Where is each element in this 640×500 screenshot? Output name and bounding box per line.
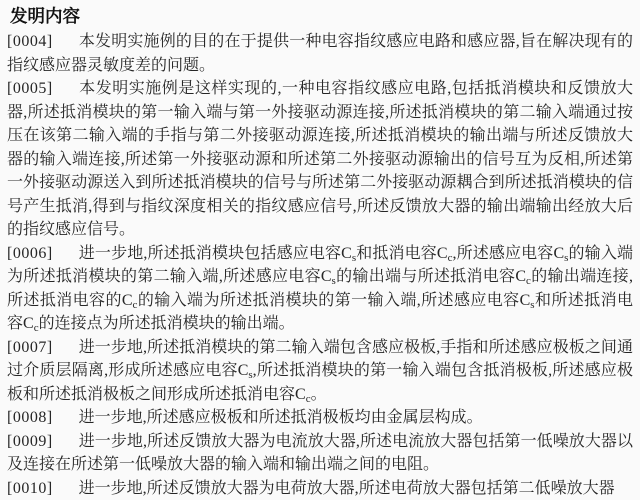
paragraph-text: 进一步地,所述反馈放大器为电流放大器,所述电流放大器包括第一低噪放大器以及连接在所述第一低噪放大器的输入端和输出端之间的电阻。 [7, 433, 633, 474]
paragraph [7, 477, 633, 500]
section-title: 发明内容 [10, 5, 633, 27]
paragraph-number: [0009] [7, 433, 53, 450]
paragraph-text: 本发明实施例是这样实现的,一种电容指纹感应电路,包括抵消模块和反馈放大器,所述抵消模块的第一输入端与第一外接驱动源连接,所述抵消模块的第二输入端通过按压在该第二输入端的手指与第二外接驱动源连接,所述抵消模块的输出端与所述反馈放大器的输入端连接,所述第一外接驱动源和所述第二外接驱动源输出的信号互为反相,所述第一外接驱动源送入到所述抵消模块的信号与所述第二外接驱动源耦合到所述抵消模块的信号产生抵消,得到与指纹深度相关的指纹感应信号,所述反馈放大器的输出端输出经放大后的指纹感应信号。 [7, 80, 633, 238]
paragraph-text: 本发明实施例的目的在于提供一种电容指纹感应电路和感应器,旨在解决现有的指纹感应器灵敏度差的问题。 [7, 33, 633, 74]
paragraph [7, 77, 633, 242]
paragraph-text: 进一步地,所述感应极板和所述抵消极板均由金属层构成。 [79, 409, 483, 426]
paragraph-text: 进一步地,所述抵消模块的第二输入端包含感应极板,手指和所述感应极板之间通过介质层隔离,形成所述感应电容$C_s$,所述抵消模块的第一输入端包含抵消极板,所述感应极板和所述抵消极板之间形成所述抵消电容$C_c$。 [7, 339, 633, 403]
paragraph [7, 406, 633, 430]
paragraph-number: [0007] [7, 339, 53, 356]
paragraph [7, 430, 633, 477]
paragraph-number: [0010] [7, 480, 53, 497]
paragraph-text: 进一步地,所述反馈放大器为电荷放大器,所述电荷放大器包括第二低噪放大器 [79, 480, 615, 497]
paragraph-text: 进一步地,所述抵消模块包括感应电容$C_s$和抵消电容$C_c$,所述感应电容$C_s$的输入端为所述抵消模块的第二输入端,所述感应电容$C_s$的输出端与所述抵消电容$C_c$的输出端连接,所述抵消电容的$C_c$的输入端为所述抵消模块的第一输入端,所述感应电容$C_s$和所述抵消电容$C_c$的连接点为所述抵消模块的输出端。 [7, 245, 633, 333]
paragraph-number: [0008] [7, 409, 53, 426]
paragraph-number: [0005] [7, 80, 53, 97]
paragraph [7, 242, 633, 336]
paragraph [7, 30, 633, 77]
paragraph [7, 336, 633, 407]
paragraph-number: [0006] [7, 245, 53, 262]
paragraph-number: [0004] [7, 33, 53, 50]
